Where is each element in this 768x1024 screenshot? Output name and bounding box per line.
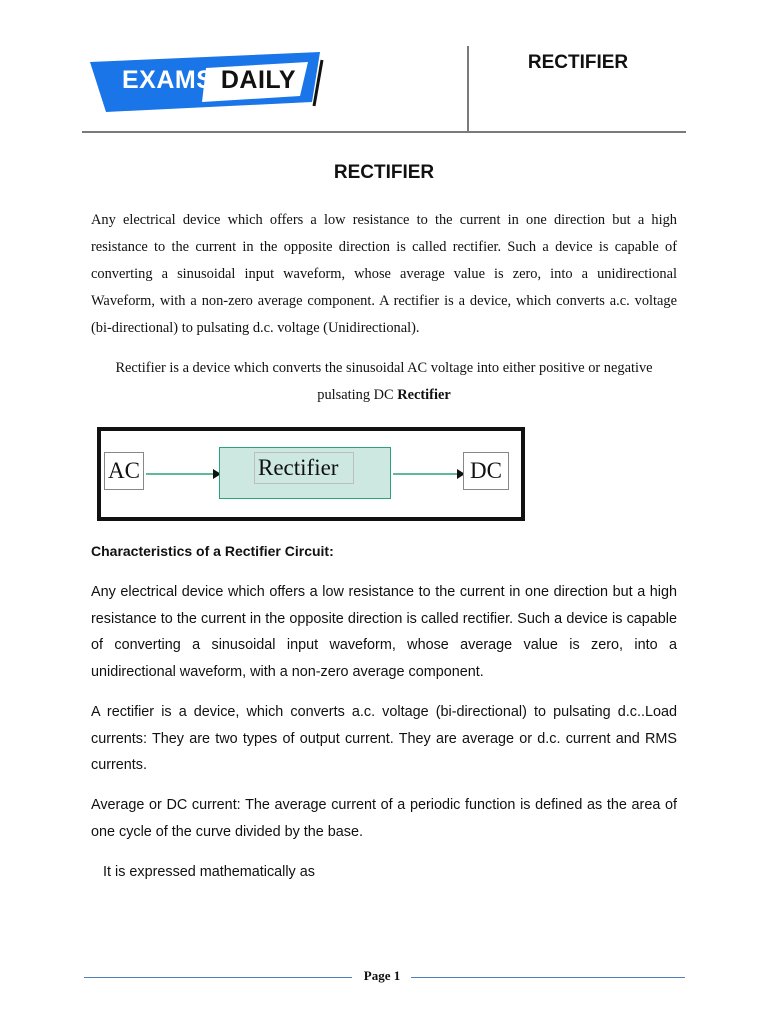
header-divider-vertical <box>467 46 469 132</box>
characteristics-paragraph: Any electrical device which offers a low resistance to the current in one direction but a high resistance to the current in the opposite direction is called rectifier. Such a device is capable of converting a sinusoidal input waveform, whose average value is zero, into a unidirectional waveform, with a non-zero average component. <box>91 584 677 680</box>
definition-text: Rectifier is a device which converts the sinusoidal AC voltage into either positive or negative pulsating DC <box>115 360 653 403</box>
logo-word-exams: EXAMS <box>122 66 214 94</box>
logo-word-daily: DAILY <box>220 66 297 94</box>
diagram-input-ac: AC <box>104 452 144 490</box>
diagram-rectifier-label: Rectifier <box>258 455 339 480</box>
definition-bold: Rectifier <box>397 387 451 403</box>
load-currents-paragraph: A rectifier is a device, which converts a.c. voltage (bi-directional) to pulsating d.c..Load currents: They are two types of output current. They are average or d.c. current and RMS currents. <box>91 704 677 773</box>
header-title: RECTIFIER <box>527 52 629 73</box>
footer-rule-left <box>84 977 352 978</box>
intro-paragraph: Any electrical device which offers a low resistance to the current in one direction but a high resistance to the current in the opposite direction is called rectifier. Such a device is capable of converting a sinusoidal input waveform, whose average value is zero, into a unidirectional Waveform, with a non-zero average component. A rectifier is a device, which converts a.c. voltage (bi-directional) to pulsating d.c. voltage (Unidirectional). <box>91 212 677 336</box>
logo-text <box>122 66 296 95</box>
definition-paragraph <box>91 355 677 409</box>
characteristics-heading: Characteristics of a Rectifier Circuit: <box>91 543 334 559</box>
header-divider <box>82 131 686 133</box>
exams-daily-logo <box>86 48 336 116</box>
rectifier-block-diagram <box>97 427 525 521</box>
math-expression-intro: It is expressed mathematically as <box>103 864 315 880</box>
footer-rule-right <box>411 977 685 978</box>
average-current-paragraph: Average or DC current: The average current of a periodic function is defined as the area of one cycle of the curve divided by the base. <box>91 797 677 840</box>
diagram-output-dc: DC <box>463 452 509 490</box>
diagram-rectifier-block <box>219 447 391 499</box>
page-number: Page 1 <box>363 968 401 983</box>
page-title: RECTIFIER <box>333 162 435 183</box>
